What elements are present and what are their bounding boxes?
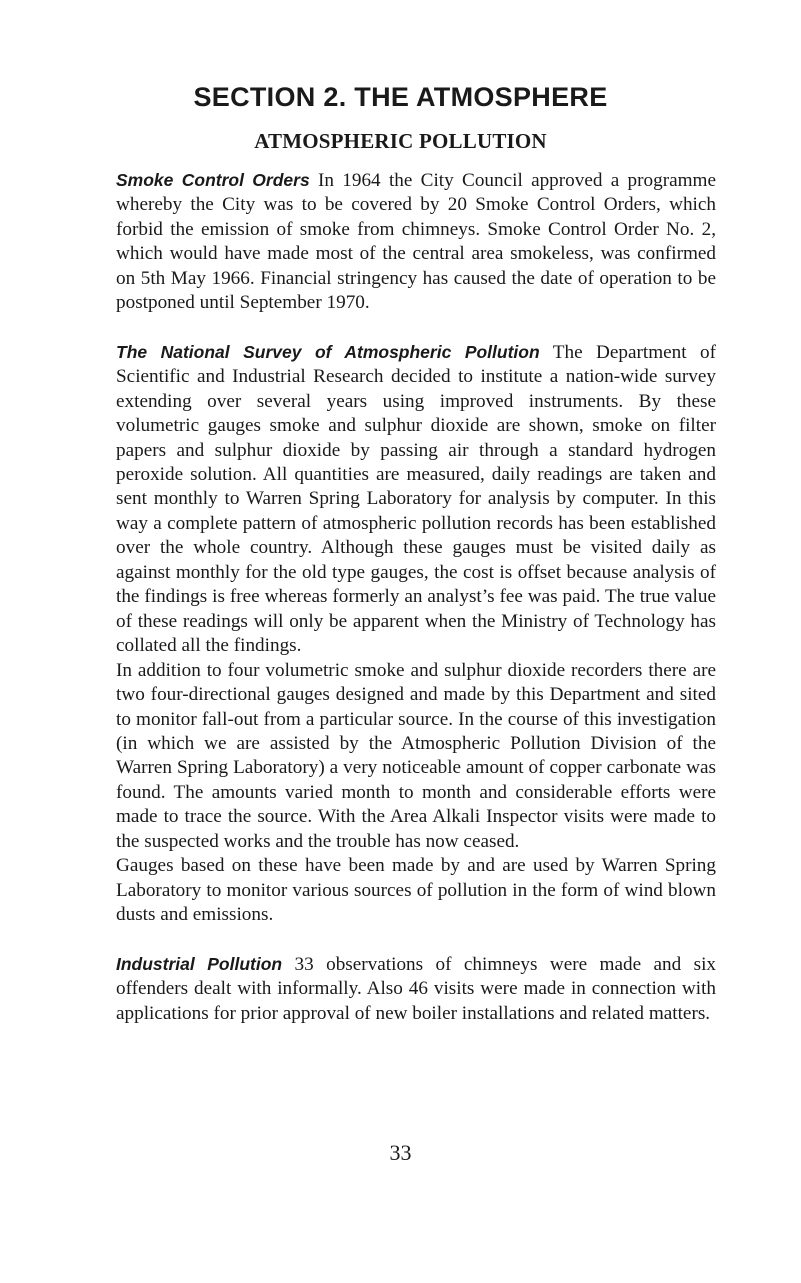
text-gauges-warren-spring: Gauges based on these have been made by and are used by Warren Spring Laboratory to monitor various sources of pollution in the form of wind blown dusts and emissions. <box>116 855 716 926</box>
text-industrial-pollution: 33 observations of chimneys were made and six offenders dealt with informally. Also 46 visits were made in connection with applications for prior approval of new boiler installations and related matters. <box>116 953 717 1024</box>
text-smoke-control-orders: In 1964 the City Council approved a programme whereby the City was to be covered by 20 Smoke Control Orders, which forbid the emission of smoke from chimneys. Smoke Control Order No. 2, which would have made most of the central area smokeless, was confirmed on 5th May 1966. Financial stringency has caused the date of operation to be postponed until September 1970. <box>116 170 716 314</box>
paragraph-volumetric-recorders <box>116 659 716 855</box>
paragraph-industrial-pollution <box>116 952 716 1026</box>
sub-title: ATMOSPHERIC POLLUTION <box>254 129 547 153</box>
text-volumetric-recorders: In addition to four volumetric smoke and sulphur dioxide recorders there are two four-directional gauges designed and made by this Department and sited to monitor fall-out from a particular source. In the course of this investigation (in which we are assisted by the Atmospheric Pollution Division of the Warren Spring Laboratory) a very noticeable amount of copper carbonate was found. The amounts varied month to month and considerable efforts were made to trace the source. With the Area Alkali Inspector visits were made to the suspected works and the trouble has now ceased. <box>116 659 716 852</box>
section-title: SECTION 2. THE ATMOSPHERE <box>193 82 608 112</box>
heading-industrial-pollution: Industrial Pollution <box>116 953 283 974</box>
body-text <box>116 168 716 1026</box>
text-national-survey: The Department of Scientific and Industrial Research decided to institute a nation-wide survey extending over several years using improved instruments. By these volumetric gauges smoke and sulphur dioxide are shown, smoke on filter papers and sulphur dioxide by passing air through a standard hydrogen peroxide solution. All quantities are measured, daily readings are taken and sent monthly to Warren Spring Laboratory for analysis by computer. In this way a complete pattern of atmospheric pollution records has been established over the whole country. Although these gauges must be visited daily as against monthly for the old type gauges, the cost is offset because analysis of the findings is free whereas formerly an analyst’s fee was paid. The true value of these readings will only be apparent when the Ministry of Technology has collated all the findings. <box>116 341 717 657</box>
heading-smoke-control-orders: Smoke Control Orders <box>116 170 310 190</box>
page-number: 33 <box>389 1140 412 1165</box>
paragraph-gauges-warren-spring <box>116 854 716 927</box>
paragraph-smoke-control-orders <box>116 168 716 316</box>
heading-national-survey: The National Survey of Atmospheric Pollution <box>116 341 540 362</box>
paragraph-national-survey <box>116 340 716 659</box>
